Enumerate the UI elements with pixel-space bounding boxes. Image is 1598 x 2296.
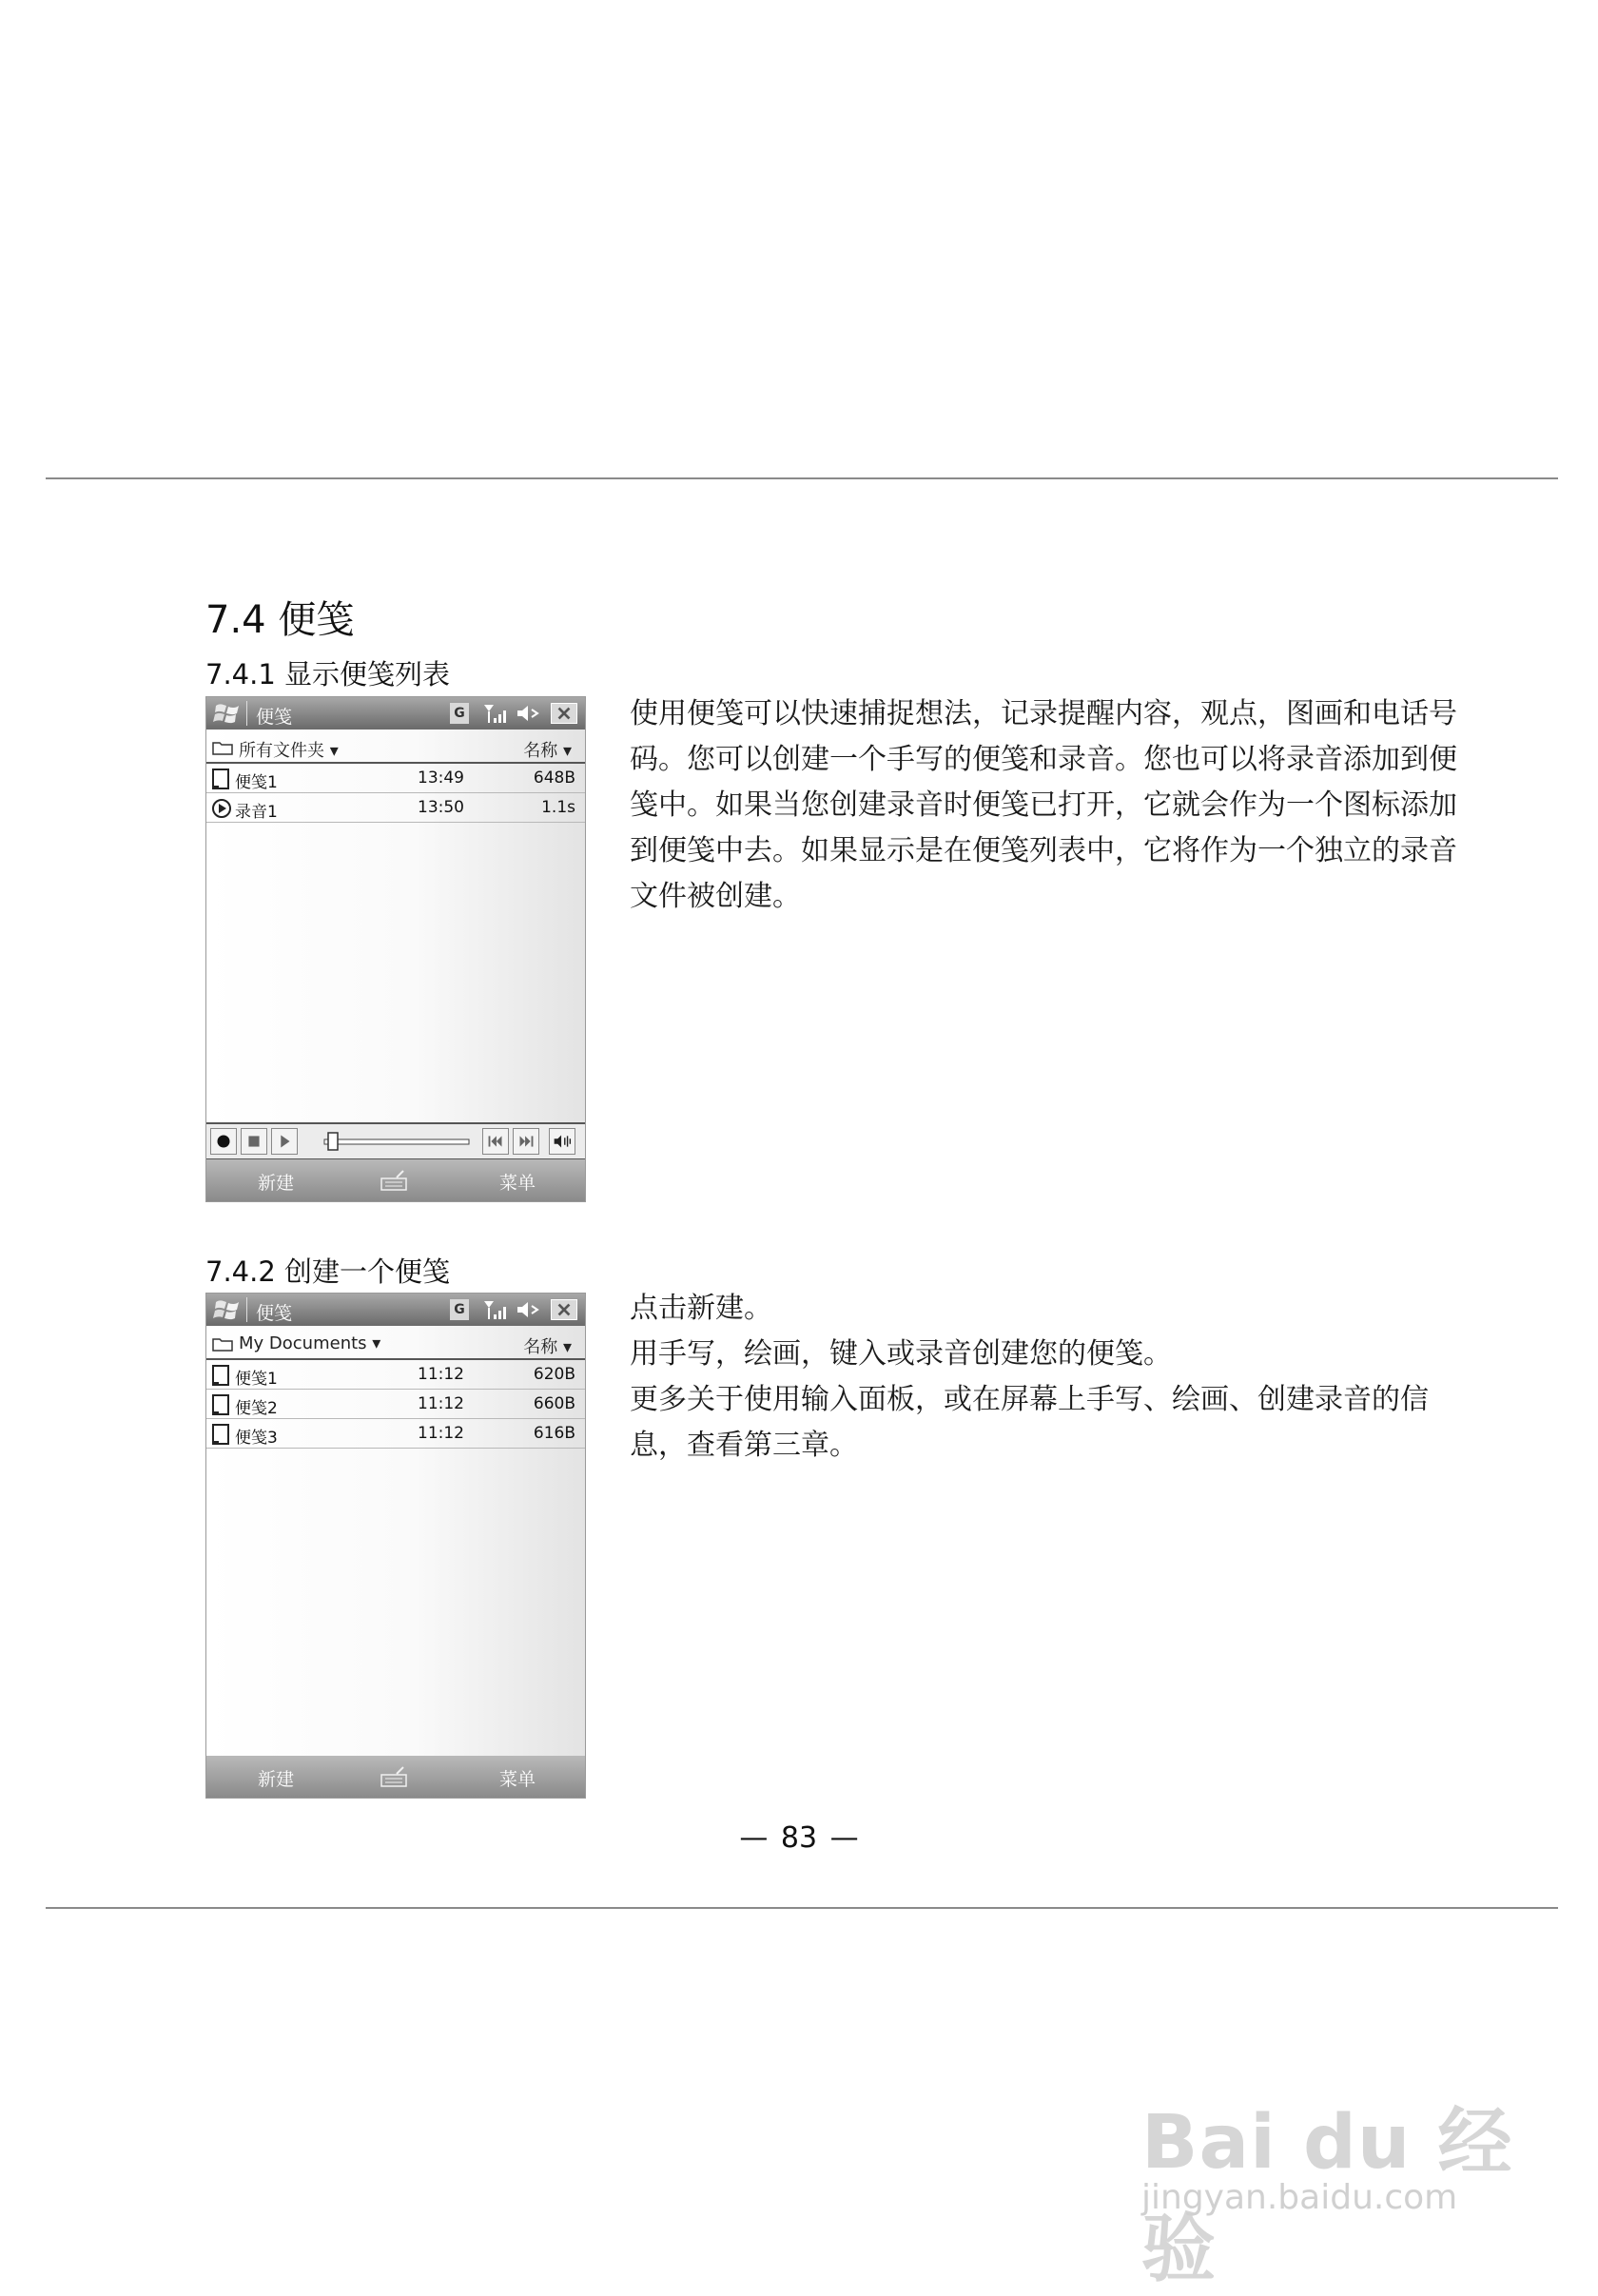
row-time: 11:12 — [418, 1394, 464, 1413]
input-panel-icon[interactable] — [380, 1765, 408, 1788]
bottom-rule — [46, 1907, 1558, 1909]
row-name: 便笺1 — [235, 773, 278, 792]
paragraph-742-line: 用手写，绘画，键入或录音创建您的便笺。 — [630, 1337, 1172, 1371]
row-name: 便笺2 — [235, 1399, 278, 1418]
volume-control-icon[interactable] — [549, 1128, 575, 1155]
row-name: 便笺1 — [235, 1370, 278, 1389]
create-note-screenshot — [206, 1294, 585, 1798]
app-title: 便笺 — [256, 707, 293, 728]
signal-icon[interactable] — [482, 703, 507, 724]
note-icon — [210, 1423, 233, 1446]
g-badge-icon[interactable]: G — [450, 1299, 469, 1320]
windows-start-icon[interactable] — [212, 700, 243, 727]
baidu-watermark — [1141, 2064, 1522, 2292]
list-item[interactable] — [206, 764, 585, 793]
close-button[interactable] — [551, 703, 577, 724]
paragraph-741 — [630, 691, 1467, 920]
folder-icon — [212, 1336, 233, 1352]
g-badge-icon[interactable]: G — [450, 703, 469, 724]
watermark-url: jingyan.baidu.com — [1141, 2178, 1458, 2217]
new-softkey[interactable]: 新建 — [258, 1173, 295, 1194]
row-size: 648B — [533, 769, 575, 788]
row-size: 1.1s — [541, 798, 575, 817]
note-icon — [210, 768, 233, 790]
row-time: 13:49 — [418, 769, 464, 788]
volume-icon[interactable] — [515, 1299, 541, 1320]
menu-softkey[interactable]: 菜单 — [498, 1173, 536, 1194]
list-item[interactable] — [206, 1419, 585, 1449]
folder-dropdown[interactable]: 所有文件夹 ▾ — [239, 741, 339, 761]
paragraph-742-line: 更多关于使用输入面板，或在屏幕上手写、绘画、创建录音的信息，查看第三章。 — [630, 1383, 1429, 1462]
row-time: 11:12 — [418, 1424, 464, 1443]
volume-icon[interactable] — [515, 703, 541, 724]
previous-button[interactable] — [482, 1128, 509, 1155]
row-time: 13:50 — [418, 798, 464, 817]
paragraph-742-line: 点击新建。 — [630, 1292, 772, 1325]
title-separator — [246, 1297, 247, 1322]
folder-dropdown[interactable]: My Documents ▾ — [239, 1333, 381, 1353]
app-title: 便笺 — [256, 1303, 293, 1324]
folder-dropdown-label: My Documents — [239, 1333, 367, 1353]
sort-dropdown[interactable]: 名称 ▾ — [523, 741, 572, 761]
paragraph-742 — [630, 1286, 1467, 1469]
sort-dropdown-label: 名称 — [523, 741, 558, 761]
position-slider[interactable] — [322, 1132, 473, 1151]
windows-start-icon[interactable] — [212, 1296, 243, 1323]
subsection-title-742: 7.4.2 创建一个便笺 — [205, 1255, 451, 1288]
list-item[interactable] — [206, 1360, 585, 1390]
stop-button[interactable] — [241, 1128, 267, 1155]
next-button[interactable] — [513, 1128, 539, 1155]
play-button[interactable] — [271, 1128, 298, 1155]
top-rule — [46, 477, 1558, 479]
row-size: 620B — [533, 1365, 575, 1384]
list-item[interactable] — [206, 793, 585, 823]
list-item[interactable] — [206, 1390, 585, 1419]
watermark-logo: Bai du 经验 — [1141, 2100, 1513, 2292]
row-name: 录音1 — [235, 803, 278, 822]
section-title: 7.4 便笺 — [205, 598, 355, 642]
record-button[interactable] — [210, 1128, 237, 1155]
row-size: 660B — [533, 1394, 575, 1413]
notes-list-screenshot — [206, 697, 585, 1201]
page-number-value: 83 — [780, 1821, 818, 1855]
recording-toolbar — [206, 1122, 585, 1160]
title-bar — [206, 697, 585, 730]
row-size: 616B — [533, 1424, 575, 1443]
subsection-title-741: 7.4.1 显示便笺列表 — [205, 658, 451, 691]
softkey-bar — [206, 1159, 585, 1201]
title-separator — [246, 701, 247, 726]
title-bar — [206, 1294, 585, 1326]
note-icon — [210, 1393, 233, 1416]
menu-softkey[interactable]: 菜单 — [498, 1769, 536, 1790]
folder-bar — [206, 1330, 585, 1360]
sort-dropdown-label: 名称 — [523, 1337, 558, 1357]
row-name: 便笺3 — [235, 1429, 278, 1448]
sort-dropdown[interactable]: 名称 ▾ — [523, 1337, 572, 1357]
paragraph-741-text: 使用便笺可以快速捕捉想法，记录提醒内容，观点，图画和电话号码。您可以创建一个手写的便笺和录音。您也可以将录音添加到便笺中。如果当您创建录音时便笺已打开，它就会作为一个图标添加到便笺中去。如果显示是在便笺列表中，它将作为一个独立的录音文件被创建。 — [630, 697, 1457, 913]
signal-icon[interactable] — [482, 1299, 507, 1320]
input-panel-icon[interactable] — [380, 1169, 408, 1192]
close-button[interactable] — [551, 1299, 577, 1320]
note-icon — [210, 1364, 233, 1387]
softkey-bar — [206, 1756, 585, 1798]
folder-bar — [206, 733, 585, 764]
folder-icon — [212, 740, 233, 755]
page-number: — 83 — — [739, 1821, 859, 1855]
folder-dropdown-label: 所有文件夹 — [239, 741, 324, 761]
new-softkey[interactable]: 新建 — [258, 1769, 295, 1790]
row-time: 11:12 — [418, 1365, 464, 1384]
audio-icon — [210, 797, 233, 820]
